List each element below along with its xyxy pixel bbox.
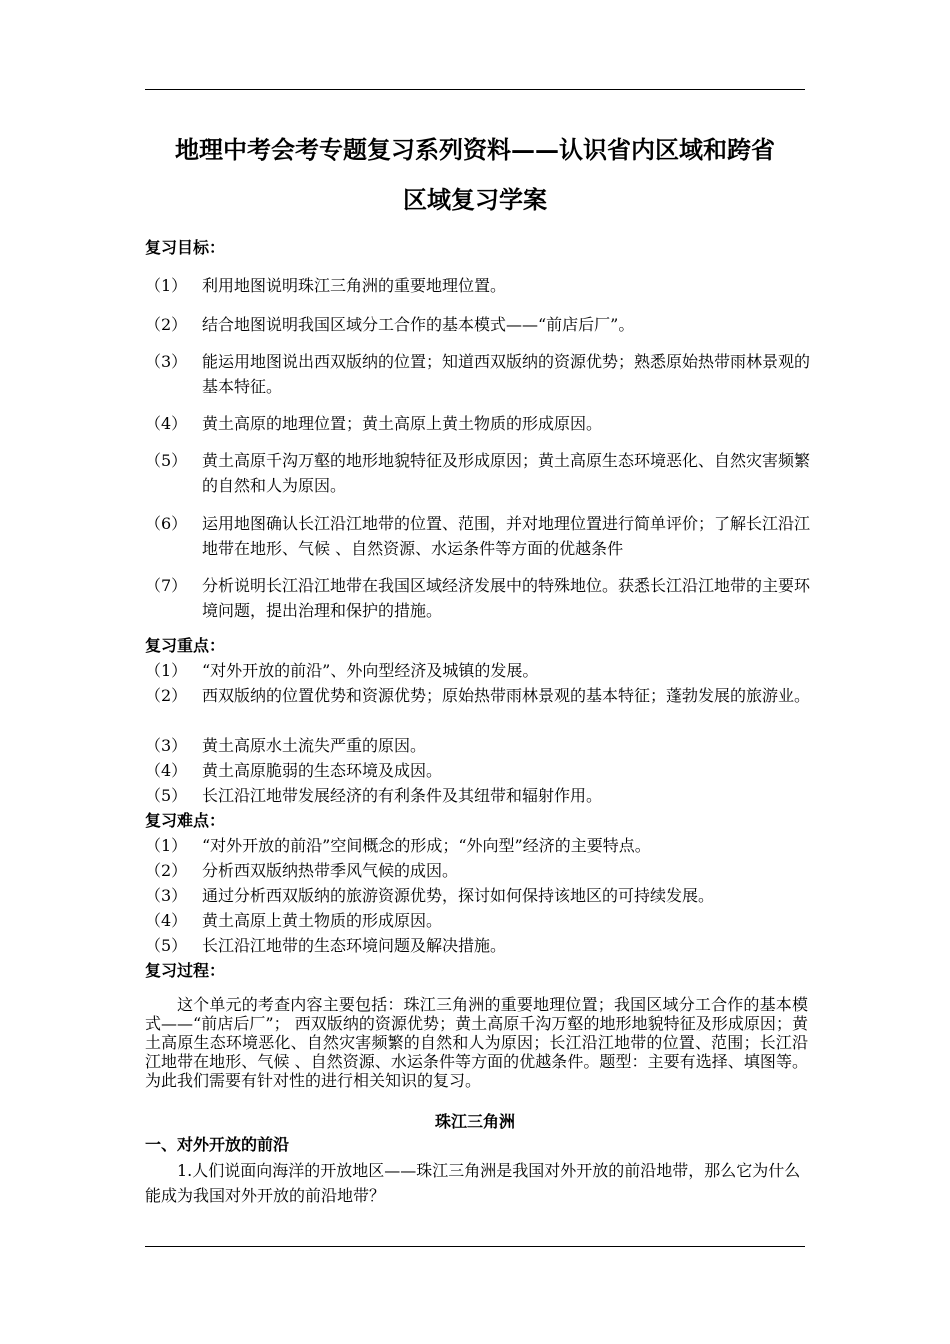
question-paragraph: 1.人们说面向海洋的开放地区——珠江三角洲是我国对外开放的前沿地带，那么它为什么能成为我国对外开放的前沿地带？ xyxy=(145,1161,801,1205)
list-item xyxy=(145,312,810,337)
list-item xyxy=(145,883,810,908)
footer-rule xyxy=(145,1246,805,1247)
item-text: “对外开放的前沿”、外向型经济及城镇的发展。 xyxy=(202,661,539,680)
item-number: （6） xyxy=(145,514,188,533)
item-text: 分析西双版纳热带季风气候的成因。 xyxy=(202,861,459,880)
item-number: （4） xyxy=(145,911,188,930)
subsection-heading: 一、对外开放的前沿 xyxy=(145,1135,290,1154)
item-text: 黄土高原上黄土物质的形成原因。 xyxy=(202,911,443,930)
item-text: 通过分析西双版纳的旅游资源优势，探讨如何保持该地区的可持续发展。 xyxy=(202,886,715,905)
item-text: 能运用地图说出西双版纳的位置；知道西双版纳的资源优势；熟悉原始热带雨林景观的基本特征。 xyxy=(202,352,811,396)
list-item xyxy=(145,411,810,436)
item-number: （1） xyxy=(145,661,188,680)
process-heading: 复习过程： xyxy=(145,961,226,980)
item-number: （1） xyxy=(145,276,188,295)
list-item xyxy=(145,273,810,298)
document-title-line2: 区域复习学案 xyxy=(403,185,547,214)
item-text: 运用地图确认长江沿江地带的位置、范围，并对地理位置进行简单评价；了解长江沿江地带在地形、气候 、自然资源、水运条件等方面的优越条件 xyxy=(202,514,811,558)
key-points-heading: 复习重点： xyxy=(145,636,226,655)
difficulties-heading: 复习难点： xyxy=(145,811,226,830)
list-item xyxy=(145,933,810,958)
item-text: 分析说明长江沿江地带在我国区域经济发展中的特殊地位。获悉长江沿江地带的主要环境问题，提出治理和保护的措施。 xyxy=(202,576,811,620)
item-text: 长江沿江地带发展经济的有利条件及其纽带和辐射作用。 xyxy=(202,786,603,805)
item-number: （5） xyxy=(145,786,188,805)
item-text: 黄土高原水土流失严重的原因。 xyxy=(202,736,427,755)
list-item xyxy=(145,858,810,883)
header-rule xyxy=(145,89,805,90)
item-number: （2） xyxy=(145,686,188,705)
goals-heading: 复习目标： xyxy=(145,238,226,257)
item-number: （5） xyxy=(145,451,188,470)
list-item xyxy=(145,349,810,399)
item-text: 西双版纳的位置优势和资源优势；原始热带雨林景观的基本特征；蓬勃发展的旅游业。 xyxy=(202,686,811,705)
list-item xyxy=(145,448,810,498)
list-item xyxy=(145,758,810,783)
list-item xyxy=(145,833,810,858)
item-text: 长江沿江地带的生态环境问题及解决措施。 xyxy=(202,936,507,955)
process-paragraph: 这个单元的考查内容主要包括：珠江三角洲的重要地理位置；我国区域分工合作的基本模式——“前店后厂”； 西双版纳的资源优势；黄土高原千沟万壑的地形地貌特征及形成原因；黄土高原生态环境恶化、自然灾害频繁的自然和人为原因；长江沿江地带的位置、范围；长江沿江地带在地形、气候 、自然资源、水运条件等方面的优越条件。题型：主要有选择、填图等。为此我们需要有针对性的进行相关知识的复习。 xyxy=(145,995,808,1090)
item-text: 黄土高原脆弱的生态环境及成因。 xyxy=(202,761,443,780)
item-number: （3） xyxy=(145,736,188,755)
item-number: （1） xyxy=(145,836,188,855)
item-number: （7） xyxy=(145,576,188,595)
item-number: （3） xyxy=(145,352,188,371)
item-text: “对外开放的前沿”空间概念的形成；“外向型”经济的主要特点。 xyxy=(202,836,651,855)
item-number: （3） xyxy=(145,886,188,905)
item-text: 黄土高原的地理位置；黄土高原上黄土物质的形成原因。 xyxy=(202,414,603,433)
list-item xyxy=(145,908,810,933)
section-heading: 珠江三角洲 xyxy=(434,1112,515,1131)
item-number: （4） xyxy=(145,414,188,433)
item-number: （5） xyxy=(145,936,188,955)
item-number: （2） xyxy=(145,861,188,880)
list-item xyxy=(145,733,810,758)
item-text: 利用地图说明珠江三角洲的重要地理位置。 xyxy=(202,276,507,295)
item-text: 结合地图说明我国区域分工合作的基本模式——“前店后厂”。 xyxy=(202,315,635,334)
item-number: （4） xyxy=(145,761,188,780)
list-item xyxy=(145,658,810,683)
list-item xyxy=(145,783,810,808)
document-title-line1: 地理中考会考专题复习系列资料——认识省内区域和跨省 xyxy=(175,135,775,164)
list-item xyxy=(145,683,810,708)
list-item xyxy=(145,511,810,561)
item-number: （2） xyxy=(145,315,188,334)
list-item xyxy=(145,573,810,623)
item-text: 黄土高原千沟万壑的地形地貌特征及形成原因；黄土高原生态环境恶化、自然灾害频繁的自然和人为原因。 xyxy=(202,451,811,495)
